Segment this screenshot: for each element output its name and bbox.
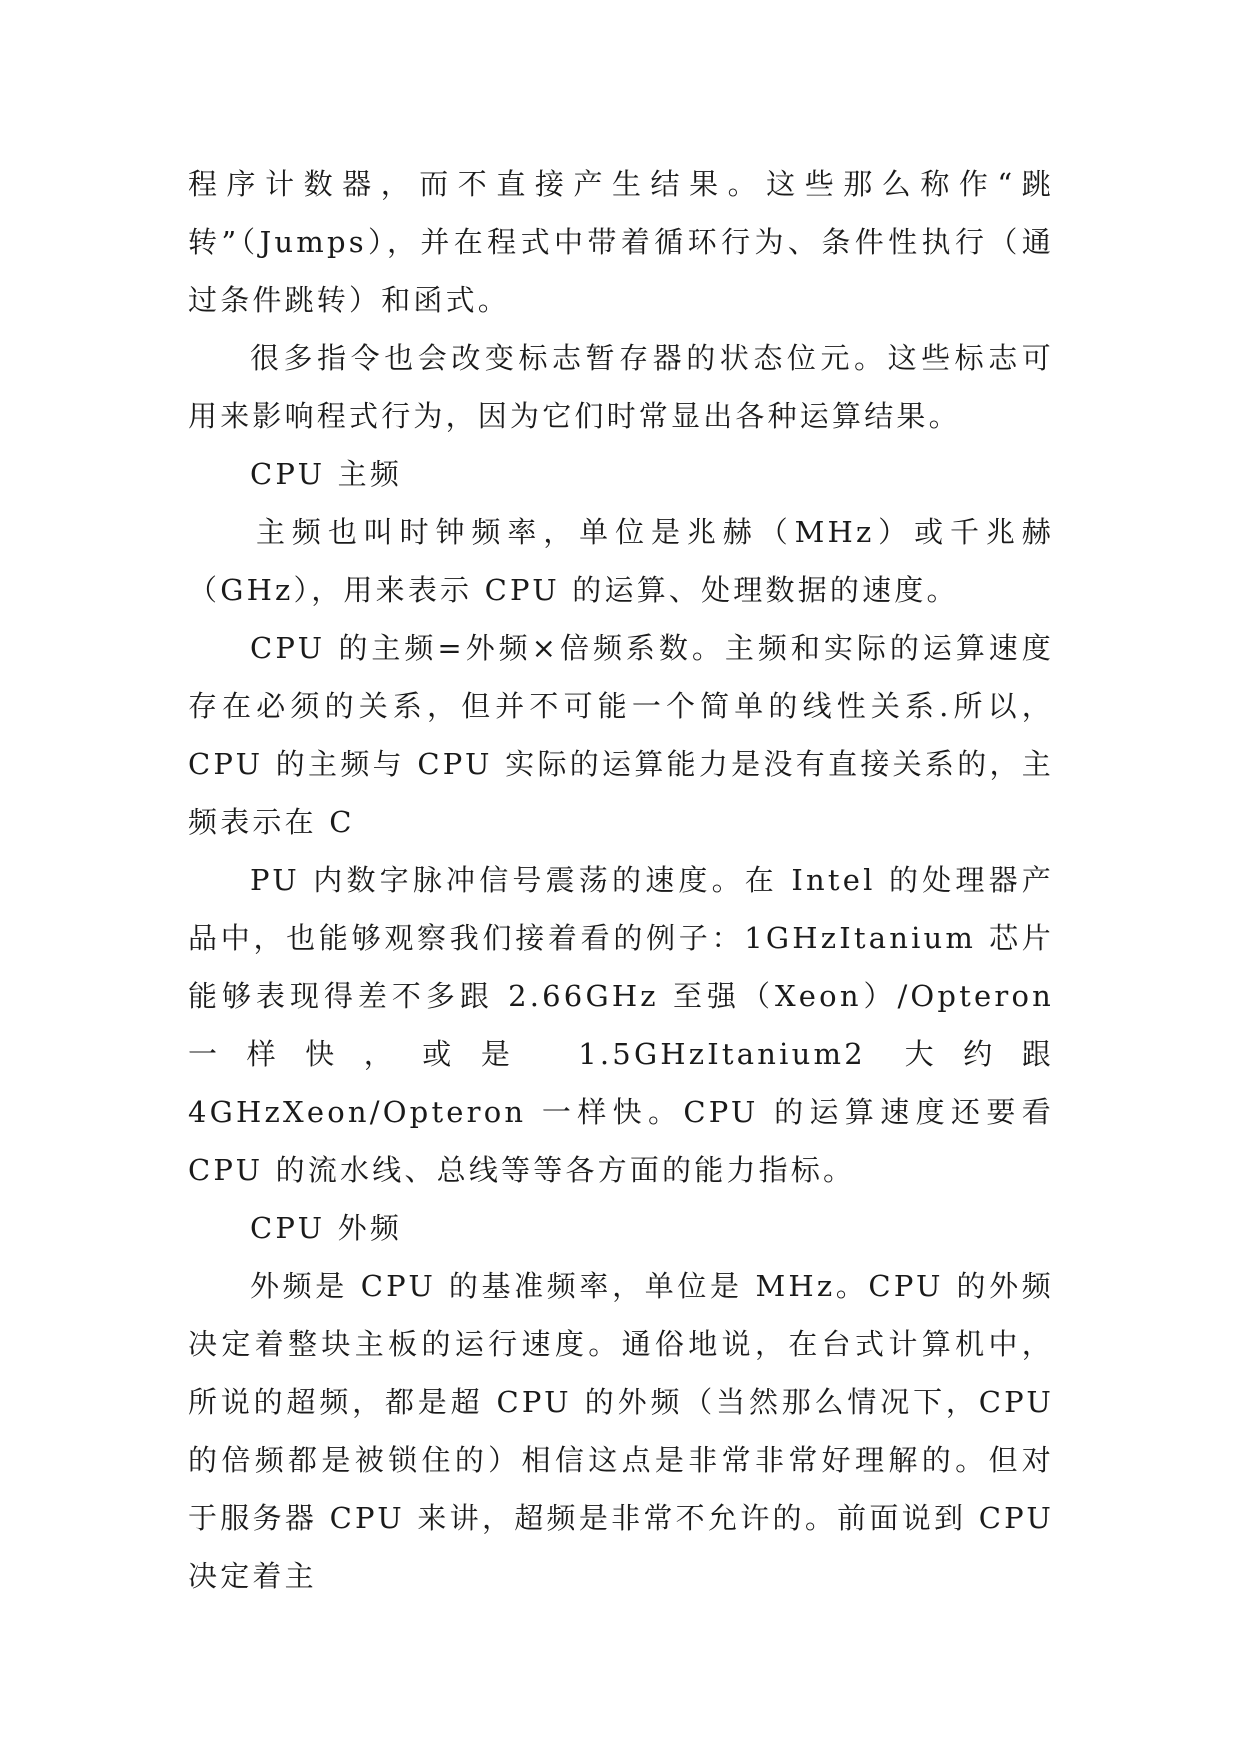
paragraph-main-frequency-formula: CPU 的主频=外频×倍频系数。主频和实际的运算速度存在必须的关系，但并不可能一个简单的线性关系.所以，CPU 的主频与 CPU 实际的运算能力是没有直接关系的，主频表示在 C bbox=[188, 631, 1054, 839]
paragraph-status-flags: 很多指令也会改变标志暂存器的状态位元。这些标志可用来影响程式行为，因为它们时常显出各种运算结果。 bbox=[188, 341, 1054, 433]
paragraph-jumps: 程序计数器，而不直接产生结果。这些那么称作“跳转”（Jumps），并在程式中带着循环行为、条件性执行（通过条件跳转）和函式。 bbox=[188, 167, 1054, 317]
document-body bbox=[188, 155, 1054, 1605]
paragraph-clock-frequency: 主频也叫时钟频率，单位是兆赫（MHz）或千兆赫（GHz），用来表示 CPU 的运算、处理数据的速度。 bbox=[188, 515, 1054, 607]
paragraph-pulse-signal: PU 内数字脉冲信号震荡的速度。在 Intel 的处理器产品中，也能够观察我们接着看的例子：1GHzItanium 芯片能够表现得差不多跟 2.66GHz 至强（Xeon）/Opteron 一样快，或是 1.5GHzItanium2 大约跟 4GHzXeon/Opteron 一样快。CPU 的运算速度还要看 CPU 的流水线、总线等等各方面的能力指标。 bbox=[188, 863, 1054, 1187]
heading-cpu-main-frequency: CPU 主频 bbox=[250, 457, 403, 491]
heading-cpu-external-frequency: CPU 外频 bbox=[250, 1211, 403, 1245]
paragraph-external-frequency: 外频是 CPU 的基准频率，单位是 MHz。CPU 的外频决定着整块主板的运行速度。通俗地说，在台式计算机中，所说的超频，都是超 CPU 的外频（当然那么情况下，CPU 的倍频都是被锁住的）相信这点是非常非常好理解的。但对于服务器 CPU 来讲，超频是非常不允许的。前面说到 CPU 决定着主 bbox=[188, 1269, 1054, 1593]
